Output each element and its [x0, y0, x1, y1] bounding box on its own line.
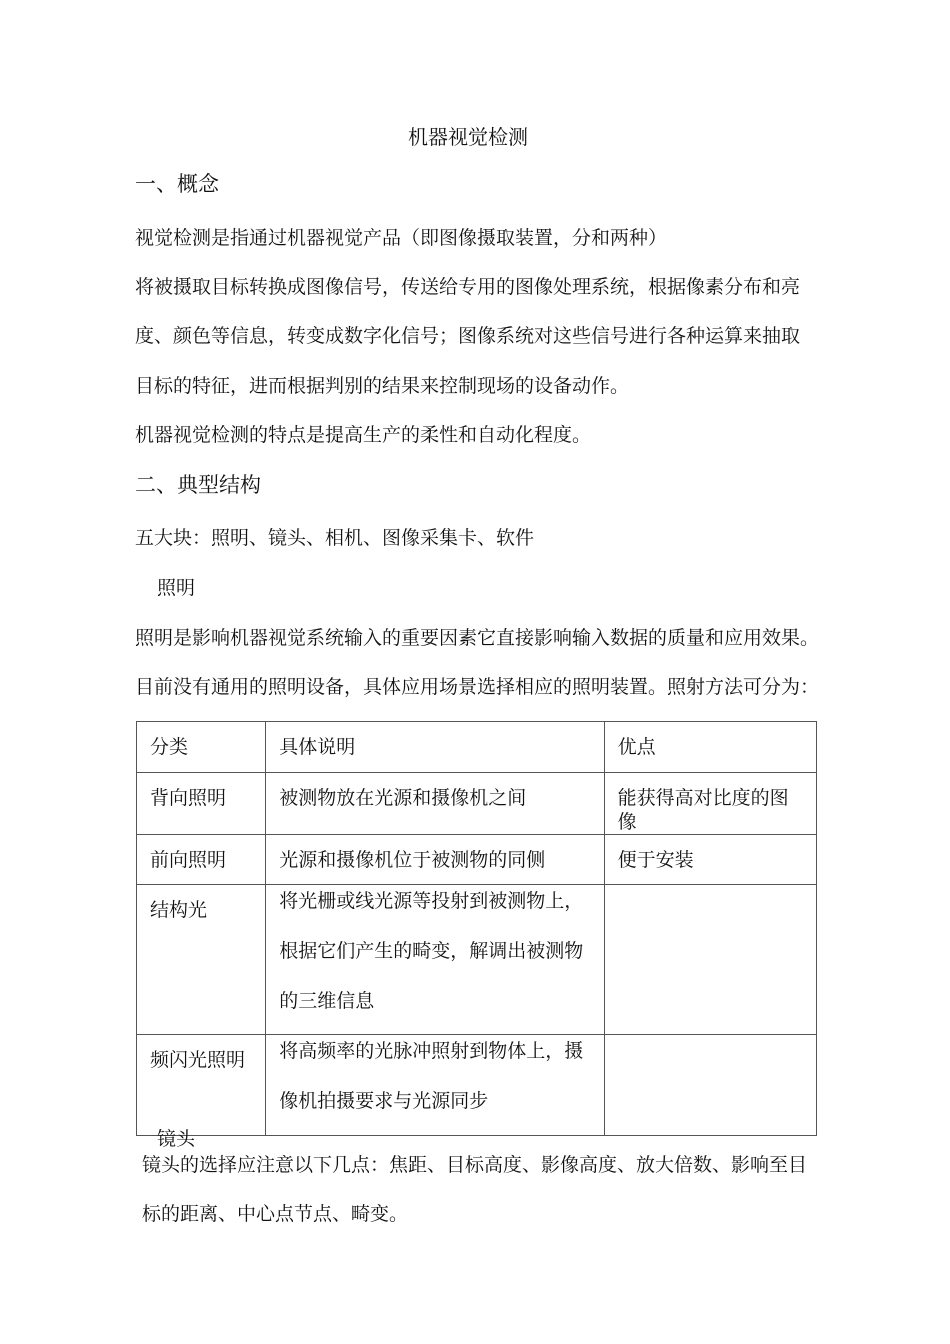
table-header-cell: 优点 [604, 722, 816, 773]
table-cell [604, 885, 816, 1035]
table-cell: 便于安装 [604, 835, 816, 885]
paragraph-line: 镜头的选择应注意以下几点：焦距、目标高度、影像高度、放大倍数、影响至目 [142, 1154, 808, 1176]
section-heading-concept: 一、概念 [135, 172, 219, 196]
paragraph: 视觉检测是指通过机器视觉产品（即图像摄取装置，分和两种） [135, 227, 668, 249]
table-cell: 光源和摄像机位于被测物的同侧 [266, 835, 604, 885]
section-heading-structure: 二、典型结构 [135, 473, 261, 497]
table-cell: 背向照明 [137, 773, 266, 835]
table-cell: 前向照明 [137, 835, 266, 885]
paragraph: 机器视觉检测的特点是提高生产的柔性和自动化程度。 [135, 424, 592, 446]
table-cell: 频闪光照明 [137, 1035, 266, 1136]
paragraph-line: 标的距离、中心点节点、畸变。 [142, 1203, 409, 1225]
table-cell: 能获得高对比度的图像 [604, 773, 816, 835]
table-row [137, 773, 817, 835]
paragraph: 五大块：照明、镜头、相机、图像采集卡、软件 [135, 527, 535, 549]
table-cell [266, 885, 604, 1035]
lighting-methods-table [136, 721, 817, 1136]
cell-line: 根据它们产生的畸变，解调出被测物 [279, 940, 584, 962]
table-cell [604, 1035, 816, 1136]
subheading-lighting: 照明 [157, 577, 196, 599]
paragraph-line: 将被摄取目标转换成图像信号，传送给专用的图像处理系统，根据像素分布和亮 [135, 276, 801, 298]
cell-line: 像机拍摄要求与光源同步 [279, 1090, 489, 1112]
cell-line: 将光栅或线光源等投射到被测物上， [279, 890, 584, 912]
table-cell [266, 1035, 604, 1136]
table-row [137, 835, 817, 885]
cell-line: 的三维信息 [279, 990, 375, 1012]
paragraph-line: 照明是影响机器视觉系统输入的重要因素它直接影响输入数据的质量和应用效果。 [135, 627, 820, 649]
table-header-row [137, 722, 817, 773]
table-cell: 结构光 [137, 885, 266, 1035]
table-header-cell: 具体说明 [266, 722, 604, 773]
table-cell: 被测物放在光源和摄像机之间 [266, 773, 604, 835]
subheading-lens: 镜头 [157, 1128, 196, 1150]
table-row [137, 1035, 817, 1136]
table-row [137, 885, 817, 1035]
table-header-cell: 分类 [137, 722, 266, 773]
paragraph-line: 目标的特征，进而根据判别的结果来控制现场的设备动作。 [135, 375, 630, 397]
paragraph-line: 度、颜色等信息，转变成数字化信号；图像系统对这些信号进行各种运算来抽取 [135, 325, 801, 347]
document-title: 机器视觉检测 [408, 125, 528, 149]
paragraph-line: 目前没有通用的照明设备，具体应用场景选择相应的照明装置。照射方法可分为： [135, 676, 820, 698]
cell-line: 将高频率的光脉冲照射到物体上，摄 [279, 1040, 584, 1062]
